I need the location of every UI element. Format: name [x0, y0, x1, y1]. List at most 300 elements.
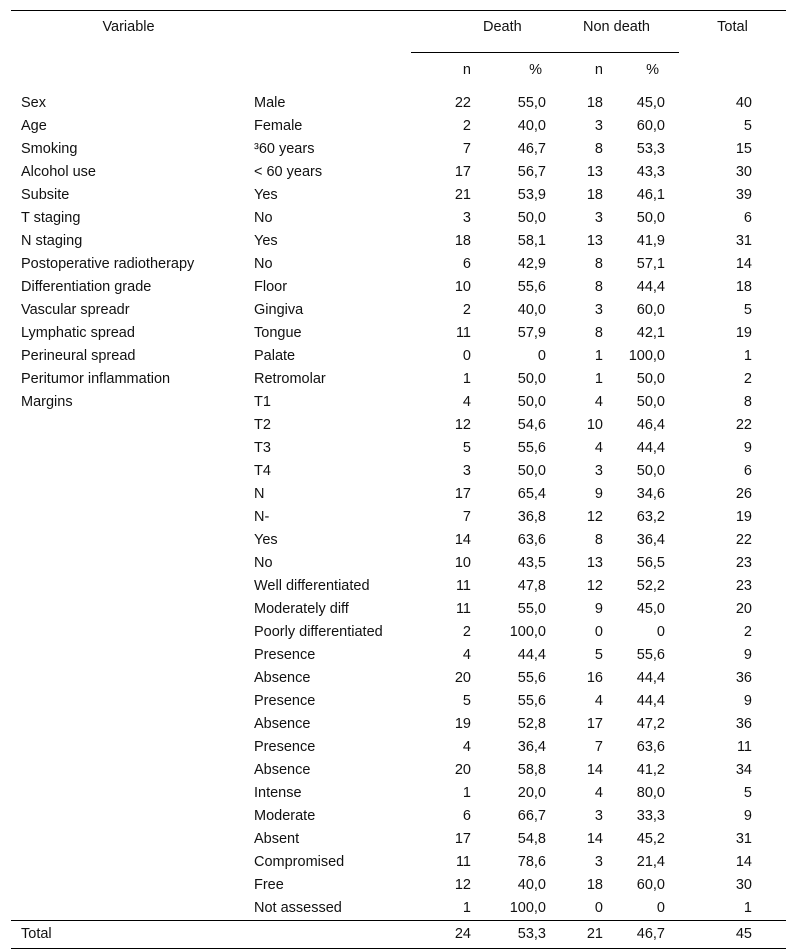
non-death-pct: 21,4 — [636, 854, 665, 870]
death-n: 5 — [462, 440, 471, 456]
header-blank — [246, 11, 411, 53]
total-value: 22 — [735, 417, 752, 433]
death-n: 20 — [454, 670, 471, 686]
non-death-n: 10 — [586, 417, 603, 433]
total-non-n: 21 — [546, 921, 603, 949]
non-death-n: 18 — [586, 877, 603, 893]
non-death-n: 4 — [594, 440, 603, 456]
non-death-pct: 60,0 — [636, 302, 665, 318]
non-death-n: 5 — [594, 647, 603, 663]
death-n: 1 — [462, 900, 471, 916]
header-non-n: n — [594, 62, 603, 78]
variable-name: Alcohol use — [21, 164, 96, 180]
non-death-n: 9 — [594, 601, 603, 617]
death-pct: 50,0 — [517, 371, 546, 387]
death-pct: 54,6 — [517, 417, 546, 433]
death-pct: 78,6 — [517, 854, 546, 870]
non-death-pct: 50,0 — [636, 371, 665, 387]
death-pct: 36,4 — [517, 739, 546, 755]
table-row — [11, 713, 786, 736]
variable-name — [11, 621, 246, 644]
table-row — [11, 805, 786, 828]
table-row — [11, 690, 786, 713]
table-row — [11, 851, 786, 874]
header-death-spacer — [411, 11, 471, 53]
death-n: 11 — [455, 854, 471, 870]
non-death-n: 12 — [586, 509, 603, 525]
death-pct: 40,0 — [517, 877, 546, 893]
table-row — [11, 667, 786, 690]
total-total: 45 — [679, 921, 786, 949]
death-pct: 55,6 — [517, 670, 546, 686]
non-death-n: 16 — [586, 670, 603, 686]
death-n: 17 — [454, 486, 471, 502]
total-row — [11, 921, 786, 949]
table-row — [11, 161, 786, 184]
non-death-n: 13 — [586, 233, 603, 249]
non-death-pct: 42,1 — [636, 325, 665, 341]
non-death-n: 8 — [594, 141, 603, 157]
non-death-pct: 47,2 — [636, 716, 665, 732]
variable-name: Perineural spread — [21, 348, 136, 364]
non-death-n: 8 — [594, 532, 603, 548]
total-value: 30 — [735, 164, 752, 180]
variable-name: Age — [21, 118, 47, 134]
total-value: 5 — [743, 118, 752, 134]
death-pct: 20,0 — [517, 785, 546, 801]
death-n: 22 — [454, 95, 471, 111]
death-n: 18 — [454, 233, 471, 249]
death-pct: 40,0 — [517, 118, 546, 134]
category-label: Presence — [254, 693, 316, 709]
table-row — [11, 736, 786, 759]
variable-name: N staging — [21, 233, 83, 249]
category-label: N — [254, 486, 265, 502]
death-pct: 100,0 — [509, 624, 546, 640]
variable-name — [11, 667, 246, 690]
death-n: 2 — [462, 118, 471, 134]
non-death-n: 8 — [594, 325, 603, 341]
category-label: T1 — [254, 394, 271, 410]
total-value: 9 — [743, 693, 752, 709]
variable-name: T staging — [21, 210, 81, 226]
death-n: 2 — [462, 624, 471, 640]
table-row — [11, 621, 786, 644]
death-pct: 66,7 — [517, 808, 546, 824]
table-row — [11, 828, 786, 851]
table-row — [11, 598, 786, 621]
death-n: 5 — [462, 693, 471, 709]
death-pct: 36,8 — [517, 509, 546, 525]
table-row — [11, 460, 786, 483]
total-value: 20 — [735, 601, 752, 617]
category-label: Gingiva — [254, 302, 304, 318]
non-death-pct: 56,5 — [636, 555, 665, 571]
variable-name — [11, 805, 246, 828]
total-value: 14 — [735, 854, 752, 870]
non-death-n: 4 — [594, 693, 603, 709]
total-value: 31 — [735, 831, 752, 847]
total-value: 5 — [743, 785, 752, 801]
death-pct: 52,8 — [517, 716, 546, 732]
death-pct: 58,8 — [517, 762, 546, 778]
variable-name: Peritumor inflammation — [21, 371, 171, 387]
death-n: 6 — [462, 808, 471, 824]
death-pct: 55,6 — [517, 440, 546, 456]
category-label: Yes — [254, 532, 278, 548]
non-death-n: 0 — [594, 900, 603, 916]
death-n: 2 — [462, 302, 471, 318]
non-death-pct: 57,1 — [636, 256, 665, 272]
total-non-pct: 46,7 — [603, 921, 679, 949]
table-row — [11, 897, 786, 921]
table-row — [11, 759, 786, 782]
variable-name: Differentiation grade — [21, 279, 152, 295]
death-pct: 65,4 — [517, 486, 546, 502]
non-death-n: 4 — [594, 785, 603, 801]
non-death-n: 0 — [594, 624, 603, 640]
death-pct: 43,5 — [517, 555, 546, 571]
death-n: 11 — [455, 578, 471, 594]
non-death-n: 3 — [594, 210, 603, 226]
non-death-pct: 44,4 — [636, 279, 665, 295]
non-death-pct: 60,0 — [636, 877, 665, 893]
category-label: Compromised — [254, 854, 345, 870]
variable-name — [11, 690, 246, 713]
variable-name — [11, 782, 246, 805]
death-pct: 63,6 — [517, 532, 546, 548]
variable-name — [11, 828, 246, 851]
death-n: 11 — [455, 325, 471, 341]
variable-name — [11, 713, 246, 736]
table-row — [11, 414, 786, 437]
header-death-n: n — [462, 62, 471, 78]
total-value: 9 — [743, 808, 752, 824]
death-n: 10 — [454, 555, 471, 571]
non-death-pct: 34,6 — [636, 486, 665, 502]
death-pct: 56,7 — [517, 164, 546, 180]
table-row — [11, 483, 786, 506]
non-death-pct: 44,4 — [636, 440, 665, 456]
non-death-n: 3 — [594, 854, 603, 870]
category-label: Absence — [254, 762, 311, 778]
category-label: No — [254, 555, 273, 571]
death-pct: 100,0 — [509, 900, 546, 916]
non-death-n: 18 — [586, 95, 603, 111]
non-death-n: 9 — [594, 486, 603, 502]
table-row — [11, 138, 786, 161]
total-label: Total — [11, 921, 246, 949]
death-pct: 53,9 — [517, 187, 546, 203]
total-value: 14 — [735, 256, 752, 272]
total-value: 19 — [735, 509, 752, 525]
non-death-pct: 50,0 — [636, 394, 665, 410]
total-value: 11 — [736, 739, 752, 755]
table-row — [11, 437, 786, 460]
table-row — [11, 529, 786, 552]
table-row — [11, 644, 786, 667]
death-pct: 57,9 — [517, 325, 546, 341]
variable-name — [11, 736, 246, 759]
death-pct: 55,0 — [517, 601, 546, 617]
death-pct: 55,6 — [517, 693, 546, 709]
variable-name — [11, 437, 246, 460]
category-label: Well differentiated — [254, 578, 370, 594]
table-row — [11, 368, 786, 391]
header-row-groups — [11, 11, 786, 53]
death-pct: 55,0 — [517, 95, 546, 111]
category-label: Presence — [254, 739, 316, 755]
death-n: 12 — [454, 877, 471, 893]
table-row — [11, 575, 786, 598]
non-death-n: 8 — [594, 279, 603, 295]
variable-name: Subsite — [21, 187, 70, 203]
non-death-pct: 45,0 — [636, 601, 665, 617]
variable-name — [11, 644, 246, 667]
death-n: 7 — [462, 141, 471, 157]
non-death-pct: 100,0 — [628, 348, 665, 364]
table-row — [11, 184, 786, 207]
death-pct: 55,6 — [517, 279, 546, 295]
table-row — [11, 506, 786, 529]
non-death-pct: 33,3 — [636, 808, 665, 824]
table-row — [11, 276, 786, 299]
category-label: T2 — [254, 417, 271, 433]
death-n: 19 — [454, 716, 471, 732]
table-row — [11, 115, 786, 138]
total-value: 23 — [735, 555, 752, 571]
table-row — [11, 782, 786, 805]
non-death-n: 13 — [586, 555, 603, 571]
variable-name — [11, 460, 246, 483]
variable-name: Smoking — [21, 141, 78, 157]
variable-name: Sex — [21, 95, 46, 111]
non-death-n: 14 — [586, 831, 603, 847]
category-label: Palate — [254, 348, 296, 364]
category-label: Absent — [254, 831, 300, 847]
category-label: Moderate — [254, 808, 316, 824]
table-row — [11, 90, 786, 115]
variable-name: Margins — [21, 394, 73, 410]
total-value: 1 — [743, 900, 752, 916]
total-death-pct: 53,3 — [471, 921, 546, 949]
total-value: 30 — [735, 877, 752, 893]
category-label: Absence — [254, 716, 311, 732]
header-death — [471, 11, 546, 53]
non-death-n: 18 — [586, 187, 603, 203]
category-label: Retromolar — [254, 371, 326, 387]
category-label: ³60 years — [254, 141, 315, 157]
non-death-pct: 36,4 — [636, 532, 665, 548]
table-row — [11, 345, 786, 368]
table-row — [11, 322, 786, 345]
variable-name — [11, 759, 246, 782]
non-death-n: 3 — [594, 808, 603, 824]
total-value: 22 — [735, 532, 752, 548]
total-value: 18 — [735, 279, 752, 295]
death-pct: 40,0 — [517, 302, 546, 318]
non-death-pct: 43,3 — [636, 164, 665, 180]
variable-name — [11, 529, 246, 552]
non-death-n: 1 — [594, 348, 603, 364]
category-label: No — [254, 210, 273, 226]
header-row-subcols — [11, 53, 786, 91]
category-label: Male — [254, 95, 286, 111]
variable-name — [11, 575, 246, 598]
category-label: Absence — [254, 670, 311, 686]
variable-name: Vascular spreadr — [21, 302, 130, 318]
death-n: 4 — [462, 739, 471, 755]
category-label: Intense — [254, 785, 302, 801]
table-row — [11, 230, 786, 253]
death-n: 4 — [462, 394, 471, 410]
non-death-pct: 41,9 — [636, 233, 665, 249]
non-death-pct: 44,4 — [636, 670, 665, 686]
non-death-pct: 63,6 — [636, 739, 665, 755]
category-label: T4 — [254, 463, 271, 479]
death-pct: 46,7 — [517, 141, 546, 157]
variable-name — [11, 414, 246, 437]
category-label: Yes — [254, 187, 278, 203]
death-pct: 54,8 — [517, 831, 546, 847]
non-death-pct: 55,6 — [636, 647, 665, 663]
total-value: 9 — [743, 440, 752, 456]
non-death-pct: 46,1 — [636, 187, 665, 203]
non-death-pct: 80,0 — [636, 785, 665, 801]
death-n: 6 — [462, 256, 471, 272]
non-death-pct: 0 — [656, 624, 665, 640]
non-death-pct: 45,0 — [636, 95, 665, 111]
death-pct: 50,0 — [517, 463, 546, 479]
total-value: 2 — [743, 624, 752, 640]
death-n: 3 — [462, 210, 471, 226]
header-non-death-label: Non death — [583, 19, 650, 35]
total-value: 1 — [743, 348, 752, 364]
non-death-n: 13 — [586, 164, 603, 180]
category-label: T3 — [254, 440, 271, 456]
death-n: 3 — [462, 463, 471, 479]
category-label: Tongue — [254, 325, 302, 341]
total-value: 36 — [735, 670, 752, 686]
header-non-pct: % — [646, 62, 659, 78]
variable-name: Postoperative radiotherapy — [21, 256, 195, 272]
table-row — [11, 391, 786, 414]
death-pct: 47,8 — [517, 578, 546, 594]
table-row — [11, 253, 786, 276]
non-death-n: 17 — [586, 716, 603, 732]
results-table — [11, 10, 786, 949]
death-pct: 58,1 — [517, 233, 546, 249]
non-death-pct: 44,4 — [636, 693, 665, 709]
non-death-n: 8 — [594, 256, 603, 272]
total-value: 31 — [735, 233, 752, 249]
total-value: 36 — [735, 716, 752, 732]
non-death-n: 3 — [594, 463, 603, 479]
header-death-label: Death — [483, 19, 522, 35]
category-label: Poorly differentiated — [254, 624, 383, 640]
death-n: 1 — [462, 785, 471, 801]
variable-name — [11, 897, 246, 921]
non-death-pct: 41,2 — [636, 762, 665, 778]
non-death-n: 3 — [594, 118, 603, 134]
category-label: Not assessed — [254, 900, 342, 916]
table-row — [11, 207, 786, 230]
non-death-n: 14 — [586, 762, 603, 778]
table-row — [11, 552, 786, 575]
death-pct: 0 — [537, 348, 546, 364]
table-row — [11, 299, 786, 322]
death-n: 17 — [454, 164, 471, 180]
total-value: 9 — [743, 647, 752, 663]
death-n: 12 — [454, 417, 471, 433]
death-n: 4 — [462, 647, 471, 663]
death-pct: 50,0 — [517, 394, 546, 410]
total-value: 23 — [735, 578, 752, 594]
category-label: Presence — [254, 647, 316, 663]
non-death-pct: 63,2 — [636, 509, 665, 525]
variable-name — [11, 483, 246, 506]
category-label: Free — [254, 877, 284, 893]
non-death-pct: 52,2 — [636, 578, 665, 594]
non-death-pct: 50,0 — [636, 210, 665, 226]
variable-name — [11, 506, 246, 529]
header-non-death — [583, 11, 679, 53]
non-death-pct: 45,2 — [636, 831, 665, 847]
total-value: 39 — [735, 187, 752, 203]
non-death-pct: 53,3 — [636, 141, 665, 157]
category-label: < 60 years — [254, 164, 323, 180]
non-death-n: 12 — [586, 578, 603, 594]
category-label: Yes — [254, 233, 278, 249]
non-death-n: 3 — [594, 302, 603, 318]
category-label: Floor — [254, 279, 288, 295]
header-death-pct: % — [529, 62, 542, 78]
total-value: 5 — [743, 302, 752, 318]
category-label: No — [254, 256, 273, 272]
total-value: 8 — [743, 394, 752, 410]
total-value: 15 — [735, 141, 752, 157]
non-death-pct: 46,4 — [636, 417, 665, 433]
death-pct: 50,0 — [517, 210, 546, 226]
non-death-pct: 60,0 — [636, 118, 665, 134]
category-label: N- — [254, 509, 270, 525]
death-pct: 42,9 — [517, 256, 546, 272]
death-pct: 44,4 — [517, 647, 546, 663]
non-death-pct: 0 — [656, 900, 665, 916]
non-death-n: 7 — [594, 739, 603, 755]
variable-name — [11, 598, 246, 621]
header-total: Total — [679, 11, 786, 53]
total-value: 6 — [743, 463, 752, 479]
death-n: 20 — [454, 762, 471, 778]
table-body — [11, 90, 786, 921]
total-value: 26 — [735, 486, 752, 502]
total-death-n: 24 — [411, 921, 471, 949]
table-row — [11, 874, 786, 897]
variable-name — [11, 874, 246, 897]
total-value: 40 — [735, 95, 752, 111]
total-value: 19 — [735, 325, 752, 341]
category-label: Moderately diff — [254, 601, 349, 617]
death-n: 7 — [462, 509, 471, 525]
total-value: 2 — [743, 371, 752, 387]
non-death-n: 4 — [594, 394, 603, 410]
variable-name — [11, 851, 246, 874]
death-n: 14 — [454, 532, 471, 548]
non-death-pct: 50,0 — [636, 463, 665, 479]
variable-name: Lymphatic spread — [21, 325, 135, 341]
total-value: 34 — [735, 762, 752, 778]
